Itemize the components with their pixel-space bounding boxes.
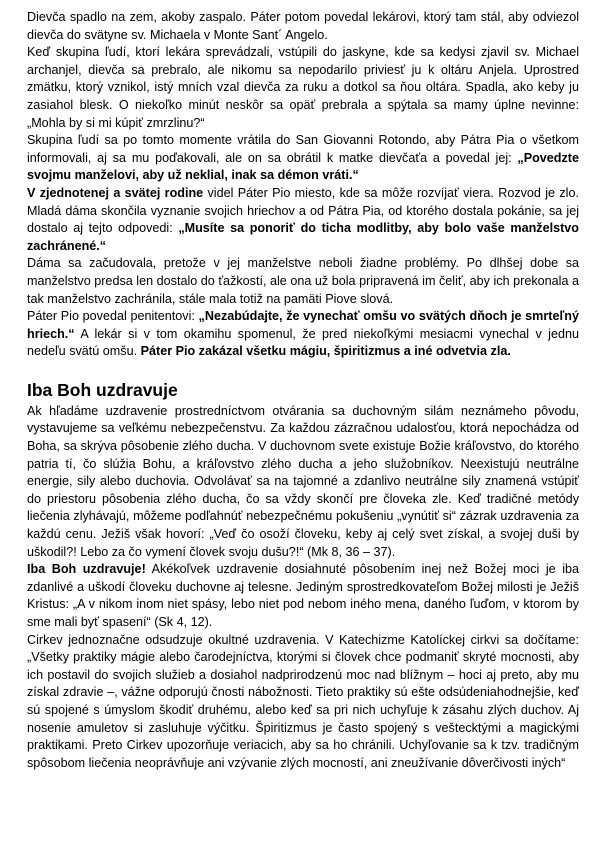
bold-quote: „Povedzte svojmu manželovi, aby už neklial, inak sa démon vráti.“ [27, 150, 579, 183]
paragraph [27, 132, 579, 185]
paragraph-text: videl Páter Pio miesto, kde sa môže rozvíjať viera. Rozvod je zlo. Mladá dáma skončila vyznanie svojich hriechov a od Pátra Pia, od ktorého dostala pokánie, sa jej dostalo aj tejto odpovedi: [27, 185, 579, 236]
paragraph [27, 9, 579, 44]
paragraph [27, 403, 579, 561]
paragraph-text: Cirkev jednoznačne odsudzuje okultné uzdravenia. V Katechizme Katolíckej cirkvi sa dočítame: „Všetky praktiky mágie alebo čarodejníctva, ktorými si človek chce podmaniť skryté mocnosti, aby ich postavil do svojich služieb a dosiahol nadprirodzenú moc nad blížnym – hoci aj preto, aby mu získal zdravie –, vážne odporujú čnosti nábožnosti. Tieto praktiky sú ešte odsúdeniahodnejšie, keď sú spojené s úmyslom škodiť druhému, alebo keď sa pri nich uchyľuje k zásahu zlých duchov. Aj nosenie amuletov si zasluhuje výčitku. Špiritizmus je často spojený s veštecktými a magickými praktikami. Preto Cirkev upozorňuje veriacich, aby sa ho chránili. Uchyľovanie sa k tzv. tradičným spôsobom liečenia neoprávňuje ani vzývanie zlých mocností, ani zneužívanie dôverčivosti iných“ [27, 632, 579, 770]
section-heading: Iba Boh uzdravuje [27, 379, 178, 400]
paragraph-text: Dáma sa začudovala, pretože v jej manželstve neboli žiadne problémy. Po dlhšej dobe sa manželstvo predsa len dostalo do ťažkostí, ale ona už bola pripravená im čeliť, aby ich prekonala a tak manželstvo zachránila, stále mala totiž na pamäti Piove slová. [27, 256, 579, 306]
bold-quote: „Nezabúdajte, že vynechať omšu vo svätých dňoch je smrteľný hriech.“ [27, 309, 579, 341]
paragraph [27, 632, 579, 773]
paragraph-text: A lekár si v tom okamihu spomenul, že pred niekoľkými mesiacmi vynechal v jednu nedeľu svätú omšu. [27, 326, 579, 359]
paragraph [27, 308, 579, 361]
paragraph [27, 255, 579, 308]
paragraph [27, 44, 579, 132]
paragraph-text: Ak hľadáme uzdravenie prostredníctvom otvárania sa duchovným silám neznámeho pôvodu, vystavujeme sa veľkému nebezpečenstvu. Za každou zázračnou udalosťou, ktorá nepochádza od Boha, sa skrýva pôsobenie zlého ducha. V duchovnom svete existuje Božie kráľovstvo, do ktorého patria tí, čo slúžia Bohu, a kráľovstvo zlého ducha a jeho služobníkov. Neexistujú neutrálne energie, sily alebo duchovia. Odvolávať sa na tajomné a zdanlivo neutrálne sily znamená vstúpiť do priestoru pôsobenia zlého ducha, čo sa vždy skončí pre človeka zle. Keď tradičné metódy liečenia zlyhávajú, môžeme podľahnúť nebezpečnému pokušeniu „vynútiť si“ zázrak uzdravenia za každú cenu. Ježiš však hovorí: „Veď čo osoží človeku, keby aj celý svet získal, a svojej duši by uškodil?! Lebo za čo vymení človek svoju dušu?!“ (Mk 8, 36 – 37). [27, 403, 579, 559]
paragraph [27, 561, 579, 631]
bold-phrase: V zjednotenej a svätej rodine [27, 185, 204, 200]
paragraph-text: Skupina ľudí sa po tomto momente vrátila do San Giovanni Rotondo, aby Pátra Pia o všetkom informovali, aj sa mu poďakovali, ale on sa obrátil k matke dievčaťa a povedal jej: [27, 133, 579, 165]
document-page [27, 9, 579, 772]
paragraph-text: Páter Pio povedal penitentovi: [27, 309, 199, 324]
bold-quote: „Musíte sa ponoriť do ticha modlitby, aby bolo vaše manželstvo zachránené.“ [27, 221, 579, 253]
bold-phrase: Páter Pio zakázal všetku mágiu, špiritizmus a iné odvetvia zla. [140, 344, 511, 359]
bold-phrase: Iba Boh uzdravuje! [27, 562, 146, 577]
paragraph-text: Dievča spadlo na zem, akoby zaspalo. Páter potom povedal lekárovi, ktorý tam stál, aby odviezol dievča do svätyne sv. Michaela v Monte Sant´ Angelo. [27, 10, 579, 42]
paragraph [27, 185, 579, 255]
paragraph-text: Keď skupina ľudí, ktorí lekára sprevádzali, vstúpili do jaskyne, kde sa kedysi zjavil sv. Michael archanjel, dievča sa prebralo, ale nikomu sa nepodarilo priviesť ju k oltáru Anjela. Uprostred zmätku, ktorý vznikol, istý mních vzal dievča za ruku a dotkol sa ňou oltára. Spadla, ako keby ju zasiahol blesk. O niekoľko minút neskôr sa opäť prebrala a spýtala sa mamy úplne nevinne: „Mohla by si mi kúpiť zmrzlinu?“ [27, 45, 579, 130]
paragraph-text: Akékoľvek uzdravenie dosiahnuté pôsobením inej než Božej moci je iba zdanlivé a uškodí človeku duchovne aj telesne. Jediným sprostredkovateľom Božej milosti je Ježiš Kristus: „A v nikom inom niet spásy, lebo niet pod nebom iného mena, daného ľuďom, v ktorom by sme mali byť spasení“ (Sk 4, 12). [27, 562, 580, 629]
